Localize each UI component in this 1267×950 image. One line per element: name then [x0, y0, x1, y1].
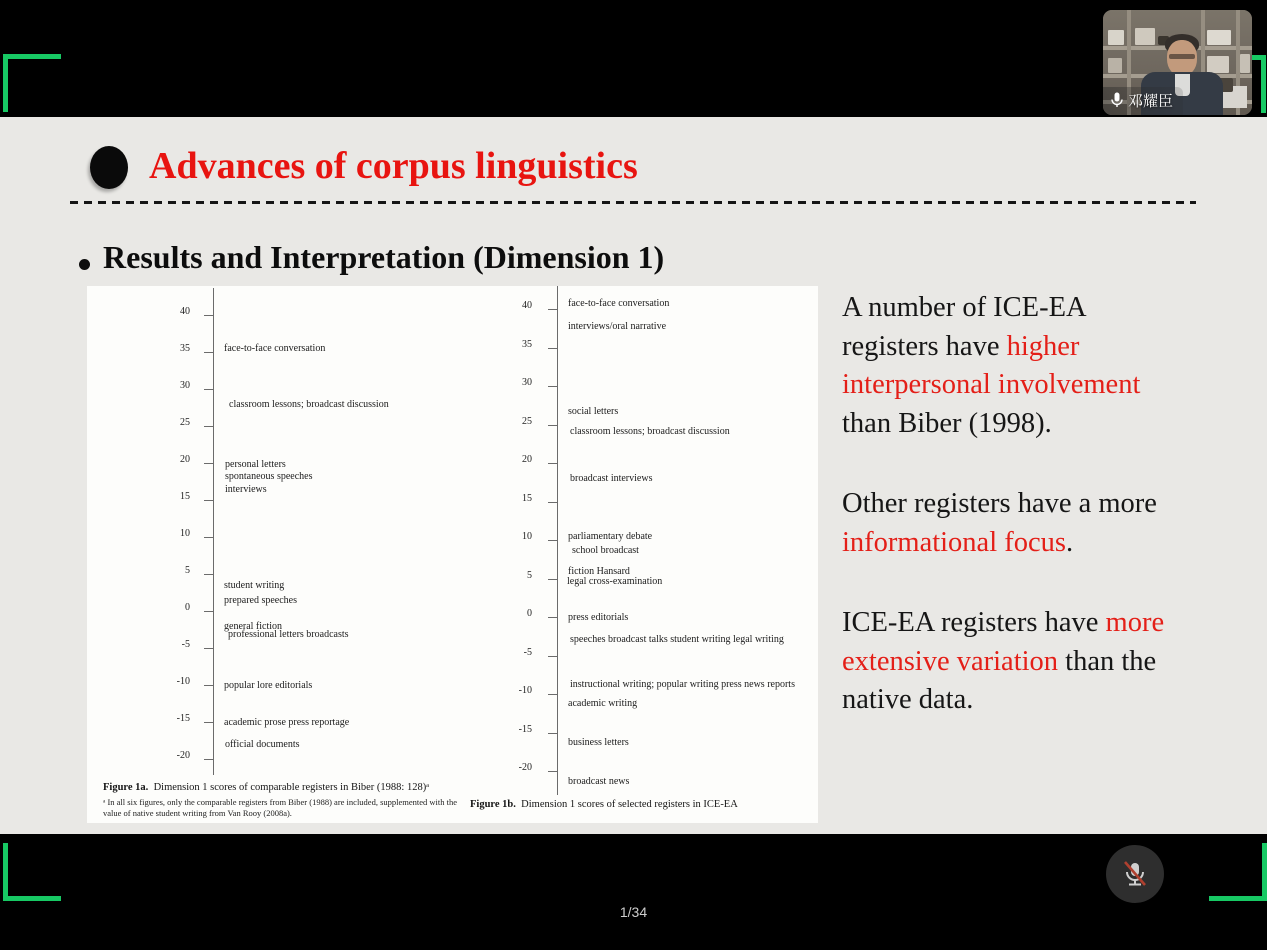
register-label: press editorials: [568, 612, 629, 623]
books: [1207, 30, 1231, 45]
books: [1207, 56, 1229, 73]
register-label: official documents: [225, 739, 300, 750]
register-label: broadcast news: [568, 776, 630, 787]
slide-title: Advances of corpus linguistics: [149, 145, 638, 187]
axis-tick-label: -15: [518, 724, 532, 735]
axis-tick-label: 5: [527, 570, 532, 581]
axis-tick-label: 25: [180, 417, 190, 428]
axis-tick-label: 10: [522, 531, 532, 542]
slide-page-indicator: 1/34: [619, 904, 648, 920]
axis-tick: [548, 694, 557, 695]
books: [1240, 54, 1250, 73]
register-label: legal cross-examination: [567, 576, 663, 587]
figure-footnote: ᵃ In all six figures, only the comparable registers from Biber (1988) are included, supplemented with the value of native student writing from Van Rooy (2008a).: [103, 797, 458, 818]
share-border-corner-bottom-right: [1209, 843, 1267, 901]
axis-tick-label: 15: [522, 493, 532, 504]
axis-tick: [548, 540, 557, 541]
axis-tick: [548, 425, 557, 426]
axis-tick-label: 15: [180, 491, 190, 502]
register-label: spontaneous speeches: [225, 471, 313, 482]
register-label: face-to-face conversation: [224, 343, 326, 354]
webcam-tile[interactable]: [1103, 10, 1252, 115]
axis-tick-label: -5: [523, 647, 532, 658]
register-label: interviews/oral narrative: [568, 321, 667, 332]
axis-tick: [204, 389, 213, 390]
axis-tick: [204, 685, 213, 686]
axis-tick: [548, 502, 557, 503]
figure-axis-line: [557, 286, 558, 795]
mute-button[interactable]: [1106, 845, 1164, 903]
axis-tick-label: 25: [522, 416, 532, 427]
axis-tick-label: 20: [180, 454, 190, 465]
share-border-corner-bottom-left: [3, 843, 61, 901]
figure-caption: Figure 1a. Dimension 1 scores of comparable registers in Biber (1988: 128)ᵃ: [103, 782, 430, 793]
axis-tick: [548, 733, 557, 734]
axis-tick: [548, 656, 557, 657]
axis-tick-label: -5: [181, 639, 190, 650]
axis-tick-label: -20: [518, 762, 532, 773]
register-label: speeches broadcast talks student writing legal writing: [570, 634, 784, 645]
figure-caption: Figure 1b. Dimension 1 scores of selected registers in ICE-EA: [470, 799, 738, 810]
axis-tick: [548, 617, 557, 618]
chart-panel: [87, 286, 818, 823]
axis-tick: [204, 759, 213, 760]
axis-tick: [548, 771, 557, 772]
axis-tick: [548, 348, 557, 349]
register-label: face-to-face conversation: [568, 298, 670, 309]
title-bullet-icon: [90, 146, 128, 189]
register-label: social letters: [568, 406, 619, 417]
register-label: prepared speeches: [224, 595, 298, 606]
axis-tick: [204, 648, 213, 649]
register-label: parliamentary debate: [568, 531, 653, 542]
axis-tick-label: 5: [185, 565, 190, 576]
microphone-muted-icon: [1120, 859, 1150, 889]
axis-tick-label: -20: [176, 750, 190, 761]
books: [1108, 58, 1122, 73]
register-label: interviews: [225, 484, 267, 495]
axis-tick: [204, 722, 213, 723]
register-label: school broadcast: [572, 545, 639, 556]
axis-tick: [204, 500, 213, 501]
axis-tick-label: 40: [522, 300, 532, 311]
slide-heading: Results and Interpretation (Dimension 1): [103, 239, 665, 275]
axis-tick: [548, 579, 557, 580]
axis-tick: [548, 309, 557, 310]
register-label: popular lore editorials: [224, 680, 313, 691]
axis-tick-label: 30: [180, 380, 190, 391]
axis-tick: [548, 386, 557, 387]
register-label: business letters: [568, 737, 629, 748]
register-label: general fiction: [224, 621, 283, 632]
share-border-corner-top-left: [3, 54, 61, 112]
axis-tick-label: -15: [176, 713, 190, 724]
register-label: broadcast interviews: [570, 473, 653, 484]
register-label: student writing: [224, 580, 285, 591]
right-text: [842, 289, 1227, 762]
axis-tick: [204, 315, 213, 316]
figure-axis-line: [213, 288, 214, 775]
axis-tick-label: 10: [180, 528, 190, 539]
axis-tick-label: 35: [180, 343, 190, 354]
axis-tick-label: -10: [176, 676, 190, 687]
slide-paragraph: ICE-EA registers have more extensive variation than the native data.: [842, 607, 1165, 715]
register-label: classroom lessons; broadcast discussion: [229, 399, 389, 410]
axis-tick: [204, 537, 213, 538]
register-label: personal letters: [225, 459, 286, 470]
axis-tick: [548, 463, 557, 464]
register-label: classroom lessons; broadcast discussion: [570, 426, 730, 437]
axis-tick: [204, 426, 213, 427]
person-glasses: [1169, 54, 1195, 59]
axis-tick-label: 35: [522, 339, 532, 350]
books: [1108, 30, 1124, 45]
axis-tick-label: 30: [522, 377, 532, 388]
axis-tick-label: 0: [527, 608, 532, 619]
participant-name-tag: [1103, 87, 1183, 115]
axis-tick: [204, 611, 213, 612]
participant-name: 邓耀臣: [1128, 92, 1174, 110]
axis-tick: [204, 463, 213, 464]
slide-paragraph: Other registers have a more informational focus.: [842, 488, 1157, 558]
axis-tick: [204, 574, 213, 575]
register-label: academic prose press reportage: [224, 717, 350, 728]
register-label: instructional writing; popular writing press news reports: [570, 679, 795, 690]
axis-tick: [204, 352, 213, 353]
axis-tick-label: 0: [185, 602, 190, 613]
axis-tick-label: 20: [522, 454, 532, 465]
title-divider: [70, 201, 1196, 204]
presentation-slide: [0, 117, 1267, 834]
microphone-icon: [1111, 92, 1123, 108]
slide-paragraph: A number of ICE-EA registers have higher interpersonal involvement than Biber (1998).: [842, 292, 1141, 439]
heading-bullet-icon: [79, 259, 90, 270]
axis-tick-label: -10: [518, 685, 532, 696]
register-label: fiction Hansard: [568, 566, 630, 577]
axis-tick-label: 40: [180, 306, 190, 317]
register-label: professional letters broadcasts: [228, 629, 349, 640]
books: [1135, 28, 1155, 45]
register-label: academic writing: [568, 698, 638, 709]
